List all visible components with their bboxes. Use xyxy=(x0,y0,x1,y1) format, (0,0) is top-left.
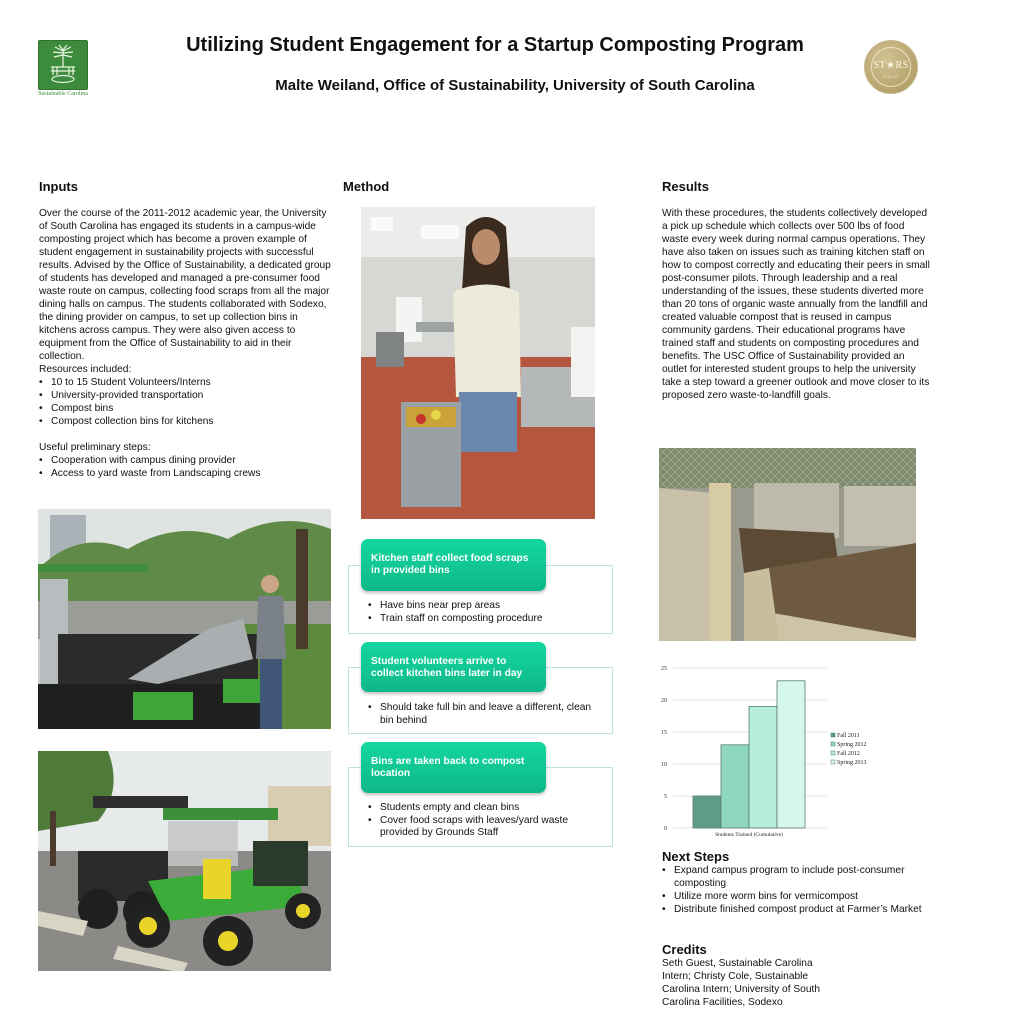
y-tick-label: 0 xyxy=(664,826,667,832)
poster-title: Utilizing Student Engagement for a Startup Composting Program xyxy=(186,34,804,56)
legend-label: Fall 2012 xyxy=(837,751,860,757)
preliminary-steps-list xyxy=(39,454,334,480)
method-heading: Method xyxy=(343,179,390,194)
credits-text: Seth Guest, Sustainable Carolina Intern; Christy Cole, Sustainable Carolina Intern; University of South Carolina Facilities, Sodexo xyxy=(662,958,820,1008)
method-step-1-title: Kitchen staff collect food scraps in provided bins xyxy=(361,539,546,591)
seal-subtext: GOLD xyxy=(883,74,899,79)
poster-subtitle: Malte Weiland, Office of Sustainability, University of South Carolina xyxy=(275,77,755,94)
method-step-2-bullets xyxy=(368,702,596,727)
inputs-section xyxy=(39,207,334,480)
y-tick-label: 20 xyxy=(661,698,667,704)
logo-caption: Sustainable Carolina xyxy=(38,91,88,97)
legend-swatch xyxy=(831,751,835,755)
legend-label: Spring 2012 xyxy=(837,742,867,748)
step-item: • Access to yard waste from Landscaping crews xyxy=(39,467,334,480)
method-bullet: • Should take full bin and leave a different, clean bin behind xyxy=(368,702,596,727)
step-item: • Cooperation with campus dining provider xyxy=(39,454,334,467)
resource-item: • Compost bins xyxy=(39,402,334,415)
legend-label: Spring 2013 xyxy=(837,760,867,766)
bar-fall-2012 xyxy=(749,706,777,828)
method-step-1-bullets xyxy=(368,600,608,625)
photo-student-in-kitchen xyxy=(361,207,595,519)
resources-label: Resources included: xyxy=(39,364,132,375)
bar-fall-2011 xyxy=(693,796,721,828)
method-bullet: • Have bins near prep areas xyxy=(368,600,608,613)
bar-spring-2012 xyxy=(721,745,749,828)
method-step-3-bullets xyxy=(368,802,598,840)
resources-list xyxy=(39,376,334,428)
resource-item: • University-provided transportation xyxy=(39,389,334,402)
legend-swatch xyxy=(831,733,835,737)
next-step-item: • Utilize more worm bins for vermicompost xyxy=(662,890,927,903)
method-bullet: • Cover food scraps with leaves/yard waste provided by Grounds Staff xyxy=(368,815,598,840)
next-steps-heading: Next Steps xyxy=(662,849,730,864)
x-axis-label: Students Trained (Cumulative) xyxy=(715,832,783,838)
y-tick-label: 25 xyxy=(661,666,667,672)
method-step-2-title: Student volunteers arrive to collect kitchen bins later in day xyxy=(361,642,546,692)
legend-label: Fall 2011 xyxy=(837,733,860,739)
students-trained-chart xyxy=(655,660,885,840)
results-heading: Results xyxy=(662,179,709,194)
seal-text: ST★RS xyxy=(873,60,909,71)
legend-swatch xyxy=(831,760,835,764)
inputs-paragraph: Over the course of the 2011-2012 academic year, the University of South Carolina has engaged its students in a campus-wide composting project which has become a proven example of student engagement in sustainability projects with successful results. Advised by the Office of Sustainability, a dedicated group of students has developed and managed a pre-consumer food waste route on campus, collecting food scraps from all the major dining halls on campus. The students collaborated with Sodexo, the dining provider on campus, to set up collection bins in kitchens across campus. They were also given access to equipment from the Office of Sustainability to aid in their collection. xyxy=(39,208,331,362)
resource-item: • Compost collection bins for kitchens xyxy=(39,415,334,428)
photo-student-with-bins-on-vehicle xyxy=(38,509,331,729)
y-tick-label: 5 xyxy=(664,794,667,800)
y-tick-label: 15 xyxy=(661,730,667,736)
stars-gold-seal xyxy=(864,40,918,94)
photo-compost-bins xyxy=(659,448,916,641)
next-step-item: • Distribute finished compost product at Farmer’s Market xyxy=(662,903,927,916)
method-bullet: • Train staff on composting procedure xyxy=(368,613,608,626)
method-bullet: • Students empty and clean bins xyxy=(368,802,598,815)
credits-heading: Credits xyxy=(662,942,707,957)
y-tick-label: 10 xyxy=(661,762,667,768)
next-steps-list xyxy=(662,864,927,916)
steps-label: Useful preliminary steps: xyxy=(39,442,151,453)
resource-item: • 10 to 15 Student Volunteers/Interns xyxy=(39,376,334,389)
results-paragraph: With these procedures, the students collectively developed a pick up schedule which collects over 500 lbs of food waste every week during normal campus operations. They have also taken on issues such as training kitchen staff on how to compost correctly and educating their peers in small post-consumer pilots. Through leadership and a real understanding of the issues, these students diverted more than 20 tons of organic waste annually from the landfill and created valuable compost that is reused in campus community gardens. Their educational programs have trained staff and students on composting procedures and benefits. The USC Office of Sustainability provided an outlet for interested student groups to help the university take a step toward a greener outlook and move closer to its proposed zero waste-to-landfill goals. xyxy=(662,208,930,401)
photo-utility-vehicles xyxy=(38,751,331,971)
legend-swatch xyxy=(831,742,835,746)
bar-spring-2013 xyxy=(777,681,805,828)
inputs-heading: Inputs xyxy=(39,179,78,194)
next-step-item: • Expand campus program to include post-consumer composting xyxy=(662,864,927,890)
method-step-3-title: Bins are taken back to compost location xyxy=(361,742,546,793)
chart-svg xyxy=(655,660,885,840)
